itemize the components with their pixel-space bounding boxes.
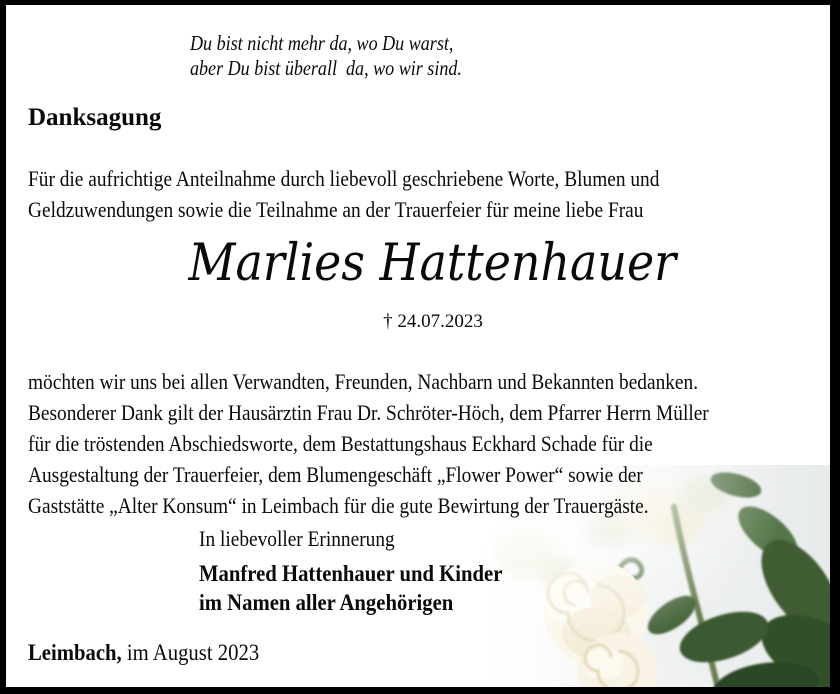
thanks-line: möchten wir uns bei allen Verwandten, Freunden, Nachbarn und Bekannten bedanken.	[28, 369, 699, 394]
epigraph	[190, 31, 462, 81]
intro-paragraph	[28, 163, 659, 225]
family-line: Manfred Hattenhauer und Kinder	[199, 561, 503, 586]
death-date: † 24.07.2023	[383, 311, 483, 332]
intro-line: Für die aufrichtige Anteilnahme durch liebevoll geschriebene Worte, Blumen und	[28, 166, 660, 191]
thanks-line: Gaststätte „Alter Konsum“ in Leimbach für die gute Bewirtung der Trauergäste.	[28, 493, 649, 518]
epigraph-line-2: aber Du bist überall da, wo wir sind.	[190, 56, 462, 80]
place-date-line	[28, 640, 259, 666]
thanks-paragraph	[28, 366, 709, 521]
thanks-line: Ausgestaltung der Trauerfeier, dem Blumengeschäft „Flower Power“ sowie der	[28, 462, 643, 487]
page-title: Danksagung	[28, 104, 162, 131]
thanks-line: Besonderer Dank gilt der Hausärztin Frau Dr. Schröter-Höch, dem Pfarrer Herrn Müller	[28, 400, 709, 425]
intro-line: Geldzuwendungen sowie die Teilnahme an der Trauerfeier für meine liebe Frau	[28, 197, 644, 222]
date-label: im August 2023	[121, 640, 260, 665]
memory-line: In liebevoller Erinnerung	[199, 526, 395, 551]
thanks-line: für die tröstenden Abschiedsworte, dem Bestattungshaus Eckhard Schade für die	[28, 431, 653, 456]
family-signature	[199, 559, 502, 617]
deceased-name: Marlies Hattenhauer	[188, 234, 677, 293]
family-line: im Namen aller Angehörigen	[199, 590, 454, 615]
place-label: Leimbach,	[28, 640, 122, 665]
epigraph-line-1: Du bist nicht mehr da, wo Du warst,	[190, 31, 454, 55]
